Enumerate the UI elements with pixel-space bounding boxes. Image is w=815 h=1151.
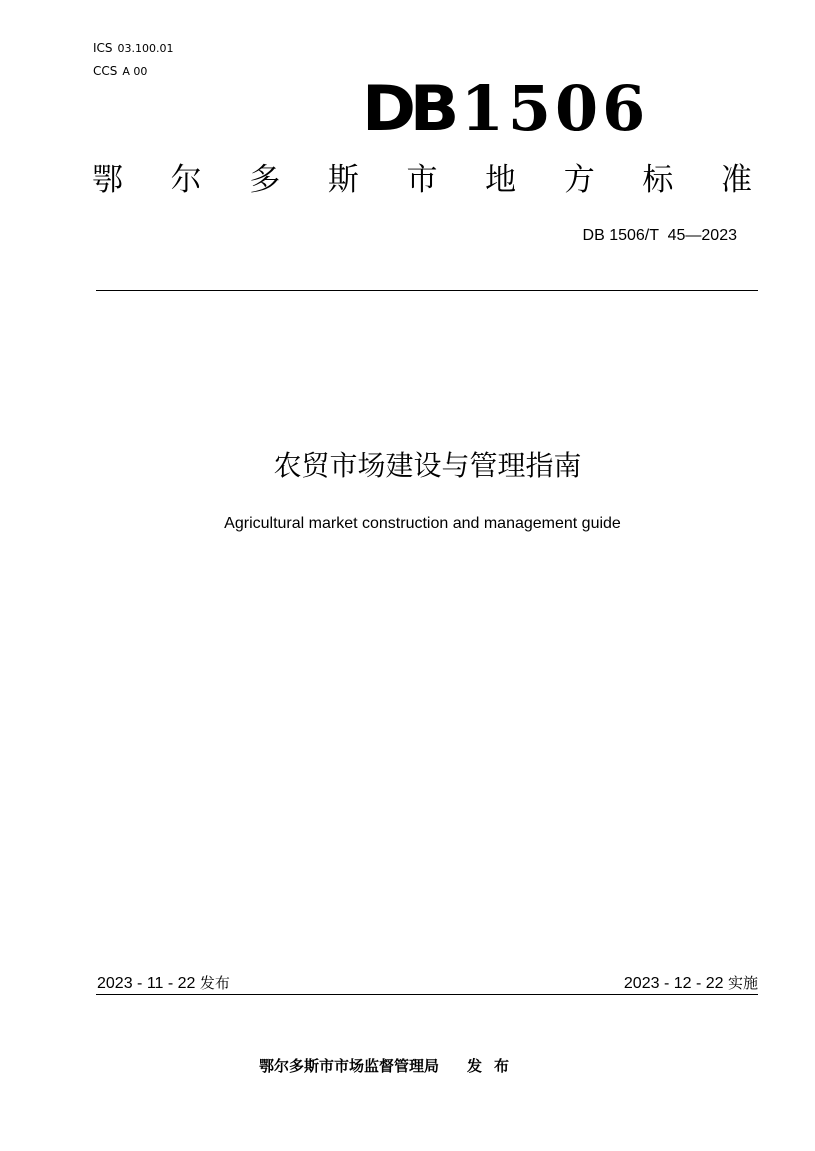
- standard-type-char: 准: [721, 162, 752, 198]
- standard-type-char: 尔: [170, 162, 202, 198]
- standard-type-heading: [92, 160, 752, 200]
- db-logo-mark: DB: [362, 72, 454, 145]
- publisher-action: 发布: [467, 1057, 522, 1075]
- top-divider: [96, 290, 758, 291]
- document-title-english: Agricultural market construction and management guide: [224, 515, 621, 532]
- ccs-row: [93, 60, 174, 83]
- classification-codes: [93, 37, 174, 83]
- implementation-label: 实施: [727, 974, 758, 992]
- db-logo-number: 1506: [460, 72, 650, 145]
- implementation-date: 2023 - 12 - 22: [623, 975, 724, 992]
- document-title-chinese: 农贸市场建设与管理指南: [273, 449, 582, 482]
- standard-type-char: 方: [563, 162, 595, 198]
- standard-number: DB 1506/T 45—2023: [582, 227, 737, 244]
- issue-label: 发布: [199, 974, 230, 992]
- standard-type-char: 市: [406, 162, 438, 198]
- issue-date-line: [97, 972, 230, 995]
- ics-value: 03.100.01: [117, 42, 174, 55]
- publisher-line: [259, 1055, 521, 1077]
- standard-type-char: 标: [642, 162, 674, 198]
- standard-type-char: 多: [249, 162, 281, 198]
- standard-type-char: 鄂: [92, 162, 123, 198]
- ics-label: ICS: [93, 41, 113, 55]
- ccs-value: A 00: [122, 65, 148, 78]
- standard-type-char: 斯: [327, 162, 359, 198]
- implementation-date-line: [624, 972, 758, 995]
- standard-type-char: 地: [485, 162, 517, 198]
- standard-logo: [362, 64, 650, 145]
- ics-row: [93, 37, 174, 60]
- publisher-name: 鄂尔多斯市市场监督管理局: [259, 1057, 440, 1075]
- issue-date: 2023 - 11 - 22: [97, 975, 196, 992]
- bottom-divider: [96, 994, 758, 995]
- ccs-label: CCS: [93, 64, 118, 78]
